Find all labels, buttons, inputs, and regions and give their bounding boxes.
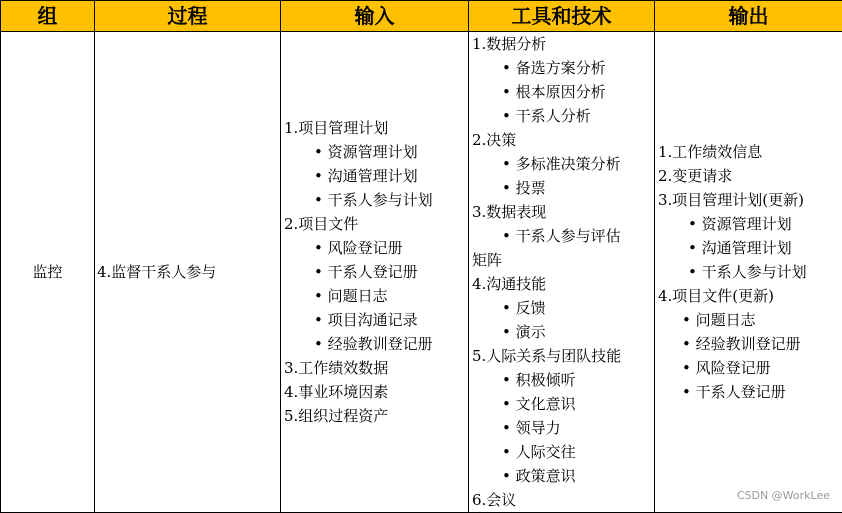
tools-item: • 政策意识 — [472, 464, 652, 488]
inputs-item: • 干系人参与计划 — [284, 188, 466, 212]
watermark-text: CSDN @WorkLee — [737, 489, 830, 502]
process-cell: 4.监督干系人参与 — [95, 32, 281, 513]
tools-item: • 投票 — [472, 176, 652, 200]
header-inputs: 输入 — [281, 1, 469, 32]
inputs-item: • 干系人登记册 — [284, 260, 466, 284]
outputs-item: • 经验教训登记册 — [658, 332, 840, 356]
tools-item: 矩阵 — [472, 248, 652, 272]
inputs-item: 2.项目文件 — [284, 212, 466, 236]
group-cell: 监控 — [1, 32, 95, 513]
inputs-item: • 问题日志 — [284, 284, 466, 308]
inputs-item: • 项目沟通记录 — [284, 308, 466, 332]
tools-item: 1.数据分析 — [472, 32, 652, 56]
tools-item: 5.人际关系与团队技能 — [472, 344, 652, 368]
tools-item: • 反馈 — [472, 296, 652, 320]
tools-item: • 备选方案分析 — [472, 56, 652, 80]
tools-item: 2.决策 — [472, 128, 652, 152]
outputs-item: • 风险登记册 — [658, 356, 840, 380]
header-group: 组 — [1, 1, 95, 32]
inputs-item: 4.事业环境因素 — [284, 380, 466, 404]
tools-item: • 文化意识 — [472, 392, 652, 416]
tools-item: • 领导力 — [472, 416, 652, 440]
outputs-item: 3.项目管理计划(更新) — [658, 188, 840, 212]
outputs-item: • 干系人登记册 — [658, 380, 840, 404]
content-row — [1, 32, 842, 513]
header-process: 过程 — [95, 1, 281, 32]
inputs-list — [281, 116, 468, 428]
tools-item: 4.沟通技能 — [472, 272, 652, 296]
inputs-item: • 经验教训登记册 — [284, 332, 466, 356]
inputs-item: 1.项目管理计划 — [284, 116, 466, 140]
inputs-item: 3.工作绩效数据 — [284, 356, 466, 380]
inputs-item: • 风险登记册 — [284, 236, 466, 260]
outputs-item: • 问题日志 — [658, 308, 840, 332]
inputs-item: • 沟通管理计划 — [284, 164, 466, 188]
header-row — [1, 1, 842, 32]
outputs-item: • 干系人参与计划 — [658, 260, 840, 284]
tools-item: • 积极倾听 — [472, 368, 652, 392]
inputs-item: 5.组织过程资产 — [284, 404, 466, 428]
tools-item: 6.会议 — [472, 488, 652, 512]
outputs-item: 4.项目文件(更新) — [658, 284, 840, 308]
outputs-item: • 资源管理计划 — [658, 212, 840, 236]
outputs-cell — [655, 32, 842, 513]
tools-item: • 根本原因分析 — [472, 80, 652, 104]
tools-item: • 干系人参与评估 — [472, 224, 652, 248]
header-outputs: 输出 — [655, 1, 842, 32]
tools-list — [469, 32, 654, 512]
header-tools: 工具和技术 — [469, 1, 655, 32]
tools-item: • 演示 — [472, 320, 652, 344]
outputs-item: • 沟通管理计划 — [658, 236, 840, 260]
outputs-item: 2.变更请求 — [658, 164, 840, 188]
tools-item: 3.数据表现 — [472, 200, 652, 224]
outputs-item: 1.工作绩效信息 — [658, 140, 840, 164]
outputs-list — [655, 140, 842, 404]
tools-item: • 多标准决策分析 — [472, 152, 652, 176]
tools-cell — [469, 32, 655, 513]
inputs-item: • 资源管理计划 — [284, 140, 466, 164]
inputs-cell — [281, 32, 469, 513]
tools-item: • 干系人分析 — [472, 104, 652, 128]
tools-item: • 人际交往 — [472, 440, 652, 464]
